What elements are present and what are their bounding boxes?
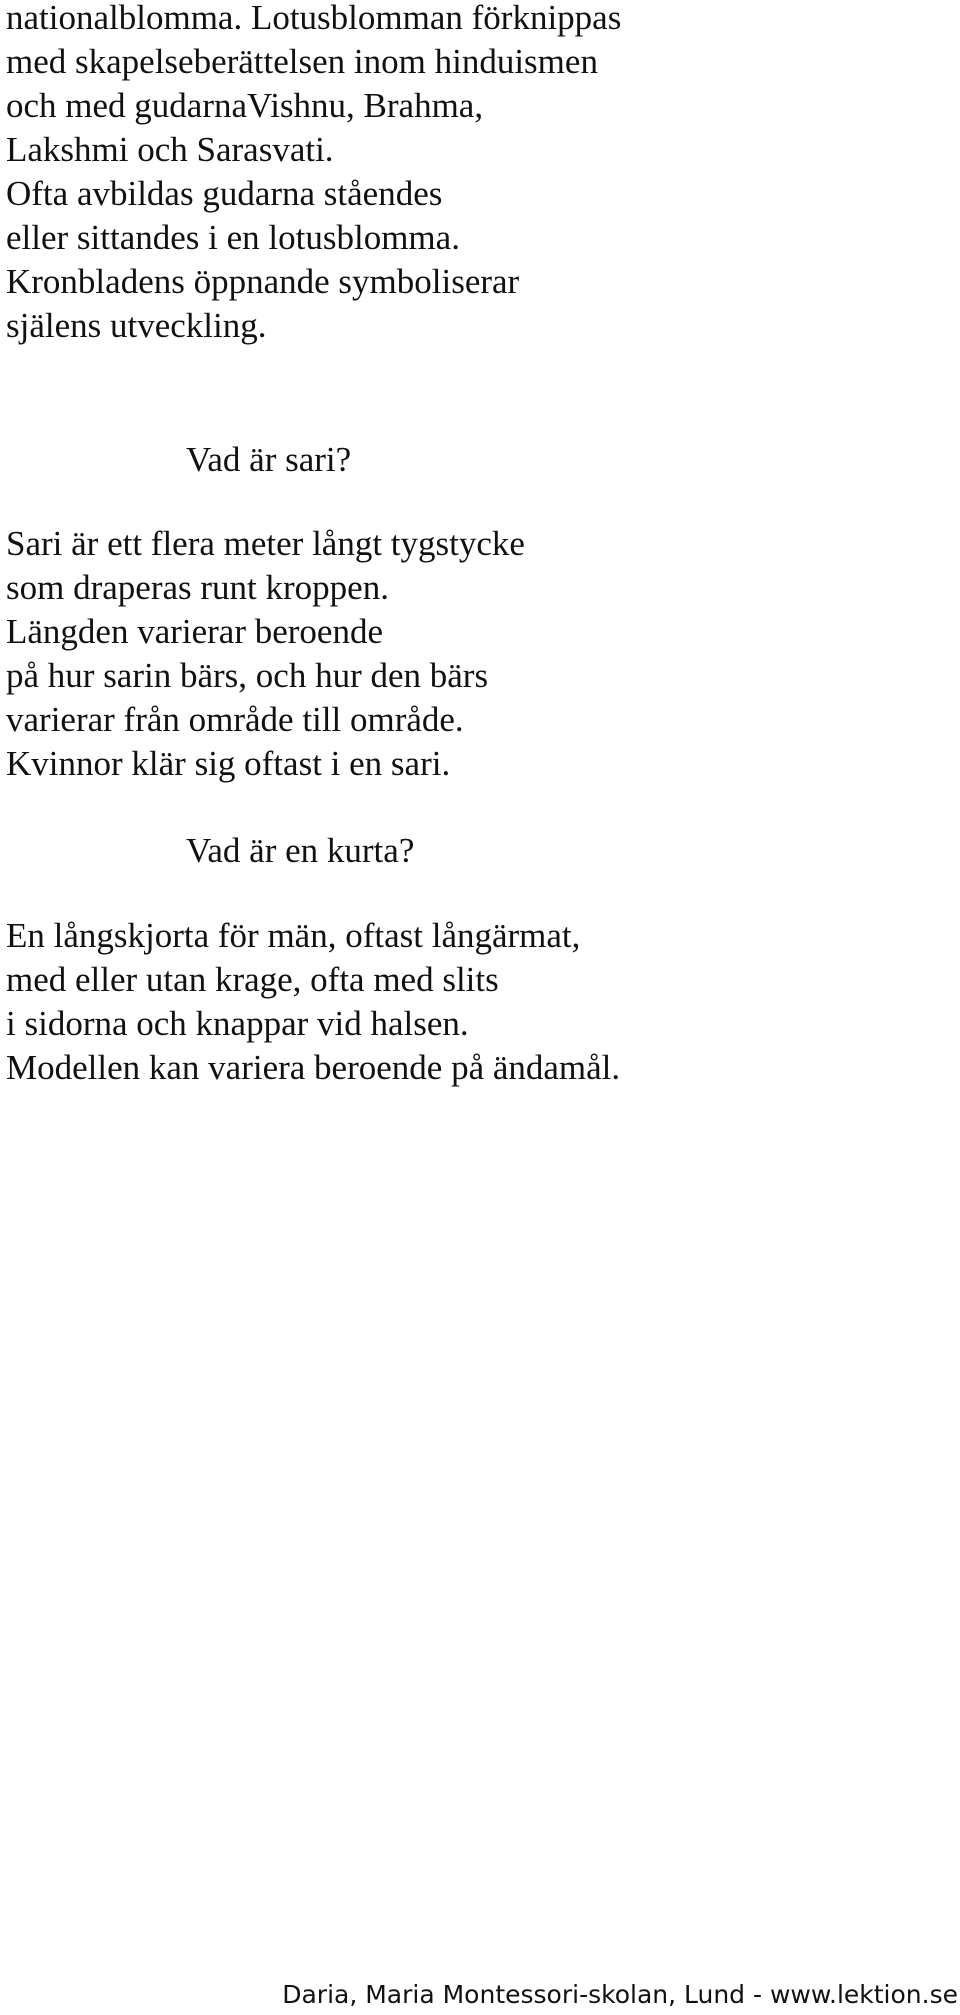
- text-line: En långskjorta för män, oftast långärmat,: [6, 916, 581, 955]
- text-line: Lakshmi och Sarasvati.: [6, 130, 334, 169]
- text-line: Kvinnor klär sig oftast i en sari.: [6, 744, 451, 783]
- footer-credit: Daria, Maria Montessori-skolan, Lund - www.lektion.se: [282, 1980, 958, 2009]
- text-line: Sari är ett flera meter långt tygstycke: [6, 524, 525, 563]
- text-line: och med gudarnaVishnu, Brahma,: [6, 86, 484, 125]
- text-line: Kronbladens öppnande symboliserar: [6, 262, 520, 301]
- sari-answer: [6, 522, 525, 786]
- text-line: som draperas runt kroppen.: [6, 568, 389, 607]
- kurta-question: [186, 829, 414, 873]
- text-line: med skapelseberättelsen inom hinduismen: [6, 42, 598, 81]
- intro-paragraph: [6, 0, 621, 348]
- sari-question: [186, 438, 351, 482]
- kurta-answer: [6, 914, 620, 1090]
- question-heading: Vad är en kurta?: [186, 831, 415, 870]
- text-line: på hur sarin bärs, och hur den bärs: [6, 656, 489, 695]
- text-line: Modellen kan variera beroende på ändamål.: [6, 1048, 621, 1087]
- question-heading: Vad är sari?: [186, 440, 352, 479]
- text-line: eller sittandes i en lotusblomma.: [6, 218, 460, 257]
- text-line: Ofta avbildas gudarna ståendes: [6, 174, 443, 213]
- text-line: själens utveckling.: [6, 306, 267, 345]
- text-line: Längden varierar beroende: [6, 612, 384, 651]
- text-line: nationalblomma. Lotusblomman förknippas: [6, 0, 622, 37]
- text-line: varierar från område till område.: [6, 700, 464, 739]
- text-line: med eller utan krage, ofta med slits: [6, 960, 499, 999]
- text-line: i sidorna och knappar vid halsen.: [6, 1004, 469, 1043]
